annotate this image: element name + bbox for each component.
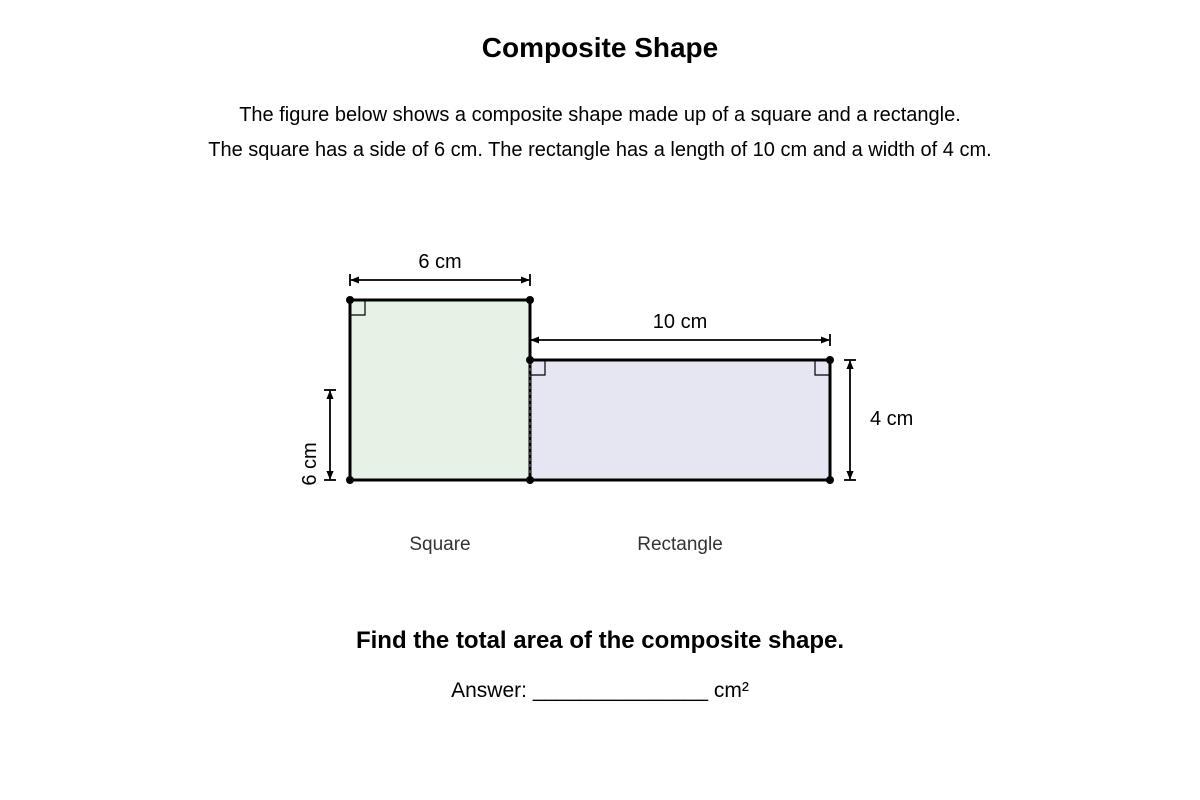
square-top-dimension (350, 274, 530, 286)
square-side-dimension-label: 6 cm (299, 442, 321, 486)
answer-blank[interactable]: _______________ (532, 679, 709, 702)
rectangle-side-dimension-label: 4 cm (870, 408, 914, 430)
rectangle-label: Rectangle (637, 534, 723, 555)
vertex-point (526, 296, 534, 304)
square-label: Square (409, 534, 471, 555)
rectangle-top-dimension-label: 10 cm (652, 311, 708, 333)
vertex-point (346, 476, 354, 484)
page-title: Composite Shape (481, 32, 719, 63)
question-text: Find the total area of the composite shape. (355, 627, 845, 654)
rectangle-side-dimension (844, 360, 856, 480)
answer-prefix: Answer: (451, 679, 527, 702)
answer-line (0, 679, 1200, 703)
rectangle-shape (530, 360, 830, 480)
square-shape (350, 300, 530, 480)
vertex-point (826, 476, 834, 484)
vertex-point (526, 476, 534, 484)
description-line-1: The figure below shows a composite shape made up of a square and a rectangle. (239, 104, 961, 126)
description-line-2: The square has a side of 6 cm. The rectangle has a length of 10 cm and a width of 4 cm. (208, 139, 992, 161)
vertex-point (526, 356, 534, 364)
vertex-point (826, 356, 834, 364)
answer-unit: cm² (713, 679, 749, 702)
square-side-dimension (324, 390, 336, 480)
rectangle-top-dimension (531, 334, 830, 346)
square-top-dimension-label: 6 cm (418, 251, 462, 273)
vertex-point (346, 296, 354, 304)
